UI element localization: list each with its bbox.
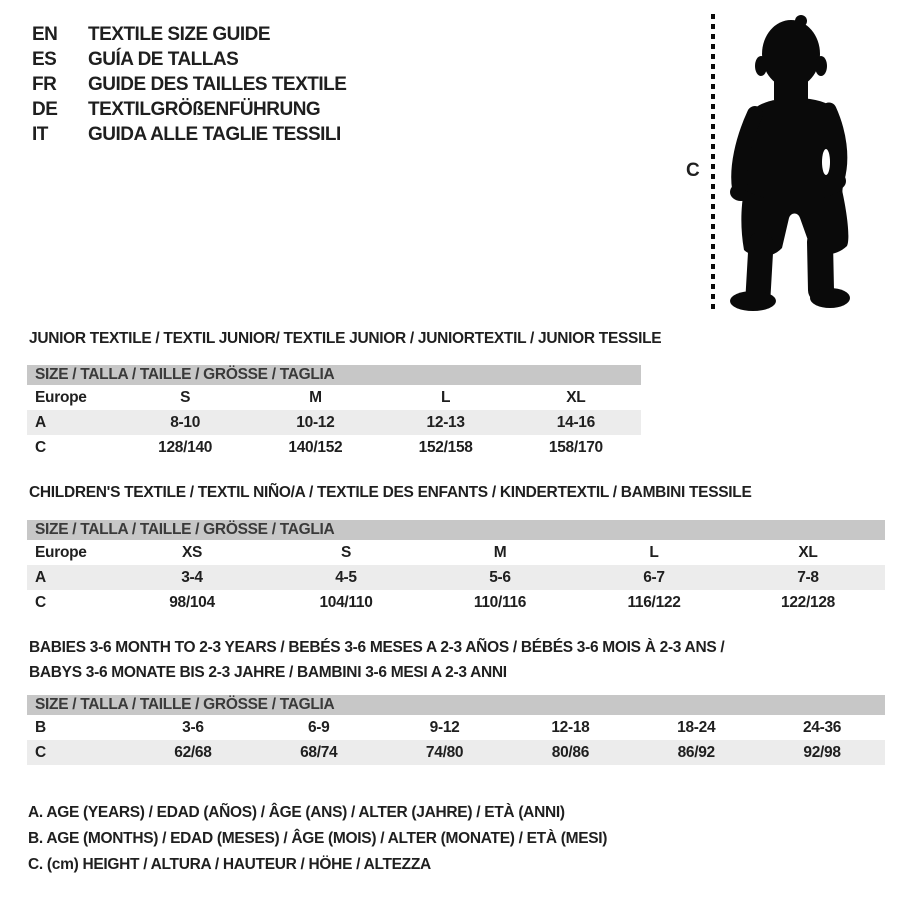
row-label: C bbox=[35, 593, 46, 611]
value-cell: 104/110 bbox=[319, 593, 373, 611]
footnote-age-years: A. AGE (YEARS) / EDAD (AÑOS) / ÂGE (ANS) / ALTER (JAHRE) / ETÀ (ANNI) bbox=[28, 804, 565, 821]
language-guide-title: GUÍA DE TALLAS bbox=[88, 48, 239, 70]
language-row bbox=[32, 47, 346, 72]
size-cell: M bbox=[493, 543, 507, 561]
value-cell: 158/170 bbox=[548, 438, 603, 456]
value-cell: 74/80 bbox=[425, 743, 464, 761]
language-row bbox=[32, 122, 346, 147]
value-cell: 3-4 bbox=[181, 568, 203, 586]
value-cell: 8-10 bbox=[170, 413, 201, 431]
language-guide-title: GUIDE DES TAILLES TEXTILE bbox=[88, 73, 347, 95]
row-label: Europe bbox=[35, 388, 87, 406]
table-row-height bbox=[27, 590, 885, 615]
size-table-header: SIZE / TALLA / TAILLE / GRÖSSE / TAGLIA bbox=[27, 365, 641, 385]
value-cell: 92/98 bbox=[803, 743, 841, 761]
value-cell: 152/158 bbox=[418, 438, 473, 456]
section-babies-textile bbox=[27, 635, 885, 765]
value-cell: 6-9 bbox=[307, 718, 330, 736]
size-cell: XL bbox=[798, 543, 818, 561]
size-table-header: SIZE / TALLA / TAILLE / GRÖSSE / TAGLIA bbox=[27, 520, 885, 540]
value-cell: 62/68 bbox=[174, 743, 212, 761]
language-row bbox=[32, 97, 346, 122]
row-label: A bbox=[35, 413, 46, 431]
value-cell: 140/152 bbox=[288, 438, 343, 456]
junior-size-table bbox=[27, 365, 641, 460]
value-cell: 9-12 bbox=[429, 718, 460, 736]
section-childrens-textile bbox=[27, 483, 885, 615]
language-row bbox=[32, 72, 346, 97]
table-row-europe bbox=[27, 540, 885, 565]
value-cell: 80/86 bbox=[551, 743, 590, 761]
size-cell: M bbox=[309, 388, 322, 406]
footnotes bbox=[28, 800, 607, 878]
language-code: EN bbox=[32, 23, 58, 45]
size-cell: L bbox=[649, 543, 659, 561]
size-cell: L bbox=[441, 388, 451, 406]
language-code: ES bbox=[32, 48, 57, 70]
language-code: IT bbox=[32, 123, 48, 145]
value-cell: 116/122 bbox=[627, 593, 681, 611]
value-cell: 18-24 bbox=[677, 718, 716, 736]
value-cell: 5-6 bbox=[489, 568, 511, 586]
value-cell: 6-7 bbox=[643, 568, 665, 586]
footnote-height-cm: C. (cm) HEIGHT / ALTURA / HAUTEUR / HÖHE / ALTEZZA bbox=[28, 856, 431, 873]
table-row-age-months bbox=[27, 715, 885, 740]
section-title: CHILDREN'S TEXTILE / TEXTIL NIÑO/A / TEXTILE DES ENFANTS / KINDERTEXTIL / BAMBINI TESSILE bbox=[29, 484, 752, 501]
row-label: C bbox=[35, 743, 46, 761]
table-row-age bbox=[27, 565, 885, 590]
section-title-line1: BABIES 3-6 MONTH TO 2-3 YEARS / BEBÉS 3-6 MESES A 2-3 AÑOS / BÉBÉS 3-6 MOIS À 2-3 ANS / bbox=[29, 639, 725, 656]
row-label: Europe bbox=[35, 543, 87, 561]
size-table-header: SIZE / TALLA / TAILLE / GRÖSSE / TAGLIA bbox=[27, 695, 885, 715]
row-label: A bbox=[35, 568, 46, 586]
height-measure-figure bbox=[680, 8, 860, 318]
table-row-height bbox=[27, 435, 641, 460]
value-cell: 98/104 bbox=[169, 593, 215, 611]
childrens-size-table bbox=[27, 520, 885, 615]
value-cell: 4-5 bbox=[335, 568, 357, 586]
table-row-europe bbox=[27, 385, 641, 410]
value-cell: 68/74 bbox=[300, 743, 338, 761]
value-cell: 24-36 bbox=[802, 718, 842, 736]
language-guide-title: GUIDA ALLE TAGLIE TESSILI bbox=[88, 123, 341, 145]
size-cell: XS bbox=[181, 543, 203, 561]
table-row-height bbox=[27, 740, 885, 765]
section-title: JUNIOR TEXTILE / TEXTIL JUNIOR/ TEXTILE JUNIOR / JUNIORTEXTIL / JUNIOR TESSILE bbox=[29, 330, 662, 347]
section-junior-textile bbox=[27, 329, 662, 460]
value-cell: 12-18 bbox=[551, 718, 590, 736]
toddler-silhouette-icon bbox=[728, 12, 852, 314]
row-label: C bbox=[35, 438, 46, 456]
value-cell: 3-6 bbox=[182, 718, 204, 736]
table-row-age bbox=[27, 410, 641, 435]
language-code: FR bbox=[32, 73, 57, 95]
value-cell: 7-8 bbox=[797, 568, 819, 586]
size-cell: XL bbox=[566, 388, 586, 406]
footnote-age-months: B. AGE (MONTHS) / EDAD (MESES) / ÂGE (MOIS) / ALTER (MONATE) / ETÀ (MESI) bbox=[28, 830, 608, 847]
language-legend bbox=[32, 22, 346, 147]
value-cell: 122/128 bbox=[781, 593, 835, 611]
language-row bbox=[32, 22, 346, 47]
language-guide-title: TEXTILGRÖßENFÜHRUNG bbox=[88, 98, 321, 120]
value-cell: 86/92 bbox=[677, 743, 715, 761]
value-cell: 110/116 bbox=[473, 593, 527, 611]
value-cell: 12-13 bbox=[426, 413, 465, 431]
value-cell: 128/140 bbox=[158, 438, 213, 456]
size-cell: S bbox=[340, 543, 352, 561]
size-cell: S bbox=[180, 388, 191, 406]
language-guide-title: TEXTILE SIZE GUIDE bbox=[88, 23, 271, 45]
height-measure-label: C bbox=[686, 160, 700, 181]
value-cell: 10-12 bbox=[296, 413, 335, 431]
section-title-line2: BABYS 3-6 MONATE BIS 2-3 JAHRE / BAMBINI 3-6 MESI A 2-3 ANNI bbox=[29, 664, 507, 681]
height-dotted-line bbox=[711, 14, 715, 314]
babies-size-table bbox=[27, 695, 885, 765]
language-code: DE bbox=[32, 98, 58, 120]
row-label: B bbox=[35, 718, 46, 736]
value-cell: 14-16 bbox=[556, 413, 595, 431]
